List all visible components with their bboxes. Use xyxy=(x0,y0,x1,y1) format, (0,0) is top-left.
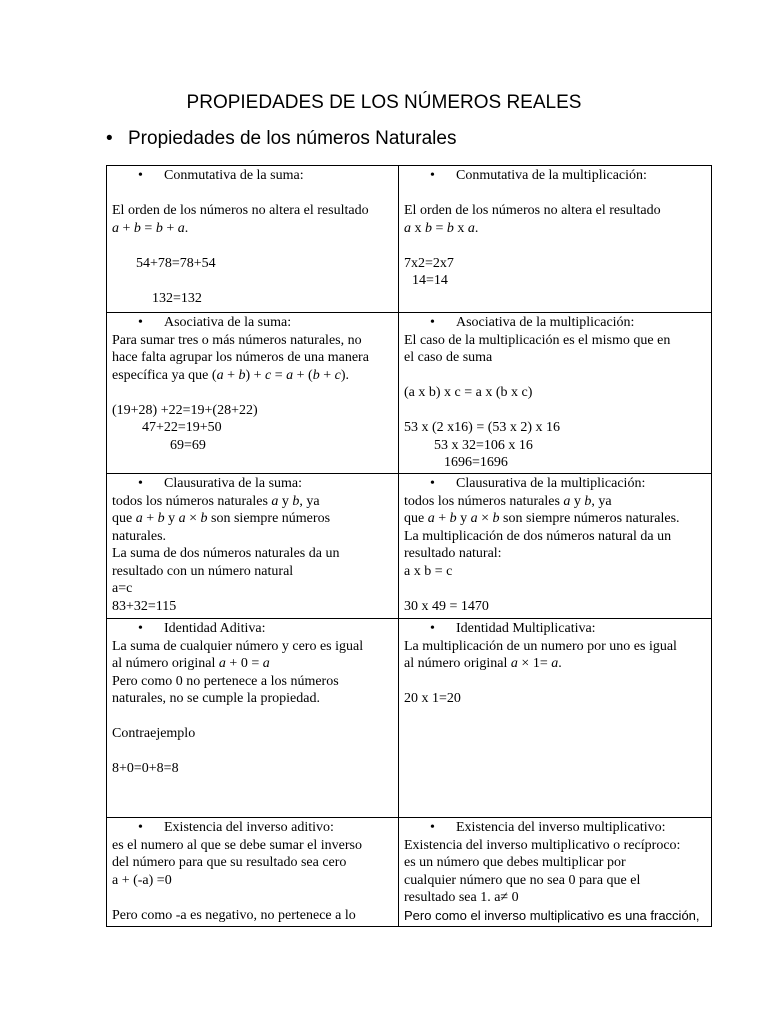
example-line: 132=132 xyxy=(152,290,202,306)
text-line: La suma de cualquier número y cero es igual xyxy=(112,638,364,654)
example-line: 53 x 32=106 x 16 xyxy=(434,437,533,453)
text-line: La multiplicación de dos números natural da un xyxy=(404,528,672,544)
formula-line: a x b = b x a. xyxy=(404,220,479,236)
example-line: 30 x 49 = 1470 xyxy=(404,598,489,614)
cell-identidad-multiplicativa xyxy=(399,619,712,818)
example-line: 1696=1696 xyxy=(444,455,508,470)
cell-heading: • Asociativa de la suma: xyxy=(138,315,292,330)
formula-line: a x b = c xyxy=(404,563,453,579)
table-row xyxy=(107,166,712,313)
text-line: Pero como -a es negativo, no pertenece a lo xyxy=(112,907,356,923)
text-line: el caso de suma xyxy=(404,350,493,365)
formula-line: (a x b) x c = a x (b x c) xyxy=(404,385,533,400)
bullet-icon: • xyxy=(138,168,143,183)
cell-clausurativa-multiplicacion xyxy=(399,474,712,619)
text-line: Pero como el inverso multiplicativo es una fracción, xyxy=(404,907,700,923)
formula-line: a=c xyxy=(112,581,133,596)
properties-table xyxy=(106,165,712,927)
cell-identidad-aditiva xyxy=(107,619,399,818)
text-line: naturales. xyxy=(112,528,167,544)
bullet-icon: • xyxy=(430,476,435,491)
bullet-icon: • xyxy=(138,315,143,330)
bullet-icon: • xyxy=(138,621,143,636)
table-row xyxy=(107,474,712,619)
cell-inverso-multiplicativo xyxy=(399,818,712,927)
formula-line: todos los números naturales a y b, ya xyxy=(404,493,612,509)
formula-line: a + b = b + a. xyxy=(112,220,189,236)
bullet-icon: • xyxy=(430,315,435,330)
text-line: Pero como 0 no pertenece a los números xyxy=(112,673,339,689)
text-line: es el numero al que se debe sumar el inverso xyxy=(112,837,362,853)
text-line: resultado con un número natural xyxy=(112,563,294,579)
formula-line: a + (-a) =0 xyxy=(112,872,172,888)
formula-line: que a + b y a × b son siempre números naturales. xyxy=(404,511,680,526)
text-line: El orden de los números no altera el resultado xyxy=(112,203,369,218)
text-line: hace falta agrupar los números de una manera xyxy=(112,350,369,365)
example-line: 14=14 xyxy=(412,273,448,288)
table-row xyxy=(107,619,712,818)
text-line: El caso de la multiplicación es el mismo que en xyxy=(404,332,671,348)
page-title: PROPIEDADES DE LOS NÚMEROS REALES xyxy=(186,92,582,113)
text-line: cualquier número que no sea 0 para que el xyxy=(404,872,641,888)
cell-heading: • Existencia del inverso multiplicativo: xyxy=(430,820,666,835)
cell-heading: • Clausurativa de la multiplicación: xyxy=(430,476,646,491)
section-subtitle xyxy=(106,128,457,150)
cell-heading: • Identidad Multiplicativa: xyxy=(430,621,596,636)
cell-conmutativa-suma xyxy=(107,166,399,313)
text-line: del número para que su resultado sea cero xyxy=(112,855,347,870)
bullet-icon: • xyxy=(106,128,113,149)
cell-heading: • Clausurativa de la suma: xyxy=(138,476,303,491)
text-line: Existencia del inverso multiplicativo o recíproco: xyxy=(404,837,681,853)
table-row xyxy=(107,818,712,927)
cell-inverso-aditivo xyxy=(107,818,399,927)
text-line: El orden de los números no altera el resultado xyxy=(404,203,661,218)
text-line: Para sumar tres o más números naturales, no xyxy=(112,332,362,348)
example-line: 47+22=19+50 xyxy=(142,420,222,435)
text-line: resultado natural: xyxy=(404,546,502,561)
text-line: resultado sea 1. a≠ 0 xyxy=(404,890,519,905)
bullet-icon: • xyxy=(138,476,143,491)
text-line: La multiplicación de un numero por uno es igual xyxy=(404,638,677,654)
example-line: 83+32=115 xyxy=(112,598,177,614)
formula-line: que a + b y a × b son siempre números xyxy=(112,511,331,526)
bullet-icon: • xyxy=(138,820,143,835)
bullet-icon: • xyxy=(430,621,435,636)
bullet-icon: • xyxy=(430,820,435,835)
subtitle-text: Propiedades de los números Naturales xyxy=(128,128,457,149)
cell-asociativa-multiplicacion xyxy=(399,313,712,474)
text-line: es un número que debes multiplicar por xyxy=(404,855,626,870)
example-line: 53 x (2 x16) = (53 x 2) x 16 xyxy=(404,420,561,435)
formula-line: específica ya que (a + b) + c = a + (b + c). xyxy=(112,367,350,383)
cell-heading: • Identidad Aditiva: xyxy=(138,621,266,636)
example-line: 8+0=0+8=8 xyxy=(112,761,179,776)
example-line: 7x2=2x7 xyxy=(404,255,454,271)
example-line: (19+28) +22=19+(28+22) xyxy=(112,402,258,418)
text-line: Contraejemplo xyxy=(112,726,196,741)
example-line: 69=69 xyxy=(170,437,206,453)
cell-heading: • Conmutativa de la suma: xyxy=(138,168,304,183)
cell-heading: • Existencia del inverso aditivo: xyxy=(138,820,334,835)
example-line: 54+78=78+54 xyxy=(136,255,216,271)
cell-heading: • Asociativa de la multiplicación: xyxy=(430,315,635,330)
formula-line: al número original a + 0 = a xyxy=(112,656,270,671)
formula-line: todos los números naturales a y b, ya xyxy=(112,493,320,509)
bullet-icon: • xyxy=(430,168,435,183)
example-line: 20 x 1=20 xyxy=(404,691,461,706)
cell-heading: • Conmutativa de la multiplicación: xyxy=(430,168,647,183)
cell-conmutativa-multiplicacion xyxy=(399,166,712,313)
cell-asociativa-suma xyxy=(107,313,399,474)
text-line: La suma de dos números naturales da un xyxy=(112,546,340,561)
text-line: naturales, no se cumple la propiedad. xyxy=(112,691,320,706)
cell-clausurativa-suma xyxy=(107,474,399,619)
table-row xyxy=(107,313,712,474)
formula-line: al número original a × 1= a. xyxy=(404,656,562,671)
